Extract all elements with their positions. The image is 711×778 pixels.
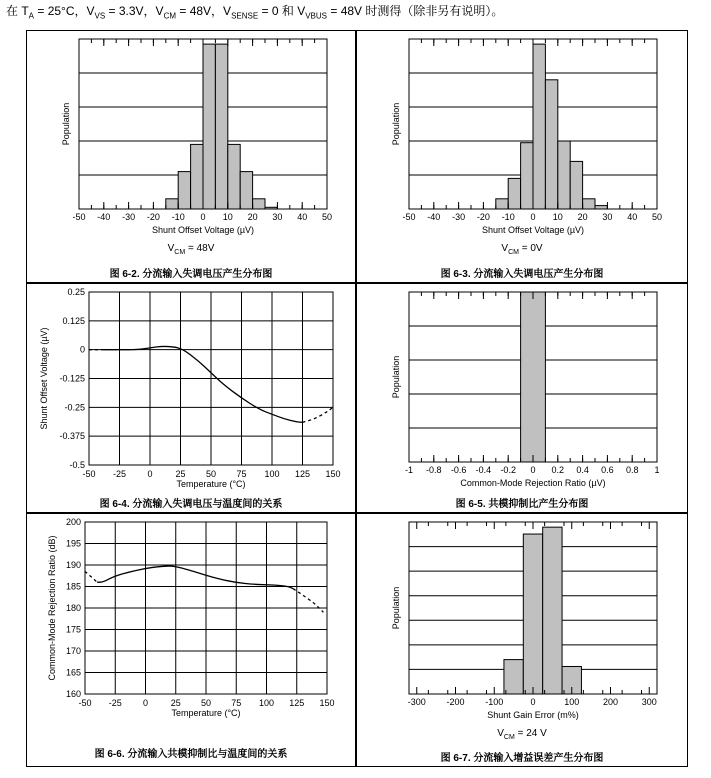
histogram-bar (595, 206, 607, 209)
y-tick-label: 175 (65, 624, 81, 635)
histogram-bar (215, 44, 227, 209)
x-tick-label: 20 (247, 212, 258, 222)
x-tick-label: 75 (231, 698, 242, 708)
x-tick-label: 200 (602, 697, 619, 707)
x-axis-label: Shunt Gain Error (m%) (487, 710, 579, 720)
x-tick-label: -50 (82, 469, 96, 479)
x-tick-label: -200 (446, 697, 465, 707)
figure-6-2-vcm-label: $V_{CM} = 48V$ (167, 243, 215, 256)
histogram-bar (570, 161, 582, 209)
y-tick-label: 165 (65, 667, 81, 678)
y-axis-label: Population (391, 586, 401, 630)
figure-6-4-caption: 图 6-4. 分流输入失调电压与温度间的关系 (99, 499, 283, 510)
y-tick-label: 0.125 (62, 315, 85, 326)
x-tick-label: 50 (200, 698, 212, 708)
y-tick-label: 0 (79, 344, 85, 355)
x-tick-label: -50 (78, 698, 92, 708)
x-tick-label: -50 (402, 212, 416, 222)
histogram-bar (543, 527, 562, 694)
x-tick-label: -100 (485, 697, 504, 707)
x-tick-label: -0.8 (426, 465, 442, 475)
histogram-bar (508, 178, 520, 209)
figure-6-6-caption: 图 6-6. 分流输入共模抑制比与温度间的关系 (94, 749, 288, 760)
x-tick-label: 50 (651, 212, 663, 222)
x-tick-label: -30 (452, 212, 466, 222)
y-tick-label: 195 (65, 538, 81, 549)
x-tick-label: 125 (294, 469, 311, 479)
histogram-bar (228, 144, 240, 209)
figure-6-2-chart (27, 31, 357, 256)
x-tick-label: -40 (427, 212, 441, 222)
x-tick-label: 20 (577, 212, 588, 222)
x-tick-label: 150 (319, 698, 335, 708)
x-tick-label: 25 (170, 698, 181, 708)
x-tick-label: -40 (97, 212, 111, 222)
figure-6-6-chart (27, 514, 357, 729)
figure-6-3-caption: 图 6-3. 分流输入失调电压产生分布图 (440, 269, 604, 280)
histogram-bar (191, 144, 203, 209)
figure-6-2-panel (26, 30, 356, 283)
x-tick-label: 1 (654, 465, 660, 475)
histogram-bar (253, 199, 265, 209)
y-tick-label: 190 (65, 560, 81, 570)
histogram-bar (504, 660, 523, 694)
x-tick-label: 300 (641, 697, 657, 707)
x-tick-label: -20 (146, 212, 160, 222)
x-tick-label: 0 (142, 698, 149, 708)
x-tick-label: -50 (72, 212, 86, 222)
histogram-bar (558, 141, 570, 209)
x-tick-label: -0.4 (475, 465, 492, 475)
y-tick-label: -0.375 (59, 431, 85, 442)
y-tick-label: 0.25 (67, 287, 85, 297)
x-tick-label: 0.2 (551, 465, 565, 475)
figure-6-7-caption: 图 6-7. 分流输入增益误差产生分布图 (440, 753, 604, 764)
y-tick-label: -0.25 (64, 402, 85, 413)
series-line-extrapolated-high (293, 589, 323, 613)
y-tick-label: 200 (65, 517, 81, 527)
x-tick-label: 100 (264, 469, 280, 479)
y-tick-label: -0.125 (59, 373, 85, 384)
y-axis-label: Population (391, 355, 401, 399)
figure-6-3-chart (357, 31, 689, 256)
x-tick-label: 30 (272, 212, 283, 222)
x-tick-label: -20 (476, 212, 490, 222)
y-axis-label: Population (391, 102, 401, 146)
series-line-extrapolated-low (85, 571, 97, 582)
y-tick-label: 180 (65, 603, 81, 613)
x-tick-label: 0.4 (576, 465, 589, 475)
histogram-bar (533, 44, 545, 209)
y-axis-label: Shunt Offset Voltage (µV) (39, 327, 49, 430)
x-tick-label: -25 (112, 469, 127, 479)
x-tick-label: -25 (108, 698, 122, 708)
x-tick-label: 10 (552, 212, 563, 222)
histogram-bar (521, 143, 533, 209)
y-tick-label: -0.5 (69, 460, 85, 470)
x-tick-label: 25 (175, 469, 186, 479)
histogram-bar (521, 292, 546, 462)
histogram-bar (240, 172, 252, 209)
x-tick-label: 0 (530, 212, 536, 222)
x-tick-label: 50 (205, 469, 217, 479)
x-tick-label: 40 (627, 212, 638, 222)
figure-6-6-panel (26, 513, 356, 767)
figure-6-4-chart (27, 284, 357, 494)
x-tick-label: -10 (501, 212, 515, 222)
figure-6-7-chart (357, 514, 689, 729)
figure-6-5-caption: 图 6-5. 共模抑制比产生分布图 (455, 499, 589, 510)
x-tick-label: 0.8 (625, 465, 639, 475)
x-tick-label: 10 (222, 212, 233, 222)
x-axis-label: Common-Mode Rejection Ratio (µV) (460, 478, 606, 488)
x-tick-label: -10 (171, 212, 185, 222)
histogram-bar (178, 172, 190, 209)
histogram-bar (545, 80, 557, 209)
x-axis-label: Shunt Offset Voltage (µV) (151, 225, 255, 235)
figure-6-4-panel (26, 283, 356, 513)
figure-6-5-panel (356, 283, 688, 513)
histogram-bar (496, 199, 508, 209)
x-tick-label: 40 (297, 212, 308, 222)
x-tick-label: 0.6 (601, 465, 614, 475)
x-tick-label: 100 (564, 697, 580, 707)
figure-6-7-vcm-label: $V_{CM} = 24$ V (497, 728, 547, 741)
series-line-extrapolated-high (303, 407, 334, 422)
x-tick-label: -300 (407, 697, 426, 707)
figure-6-2-caption: 图 6-2. 分流输入失调电压产生分布图 (109, 269, 273, 280)
x-axis-label: Temperature (°C) (171, 708, 241, 718)
x-tick-label: 100 (258, 698, 275, 708)
y-tick-label: 170 (65, 646, 81, 656)
x-tick-label: 30 (602, 212, 613, 222)
histogram-bar (583, 199, 595, 209)
x-tick-label: -1 (404, 465, 414, 475)
histogram-bar (203, 44, 215, 209)
x-tick-label: -0.2 (500, 465, 516, 475)
x-tick-label: 75 (236, 469, 247, 479)
histogram-bar (523, 534, 542, 694)
y-tick-label: 185 (65, 581, 81, 592)
y-axis-label: Common-Mode Rejection Ratio (dB) (47, 535, 57, 681)
x-tick-label: -0.6 (450, 465, 467, 475)
figure-6-5-chart (357, 284, 689, 494)
x-axis-label: Shunt Offset Voltage (µV) (481, 225, 585, 235)
x-tick-label: 0 (147, 469, 153, 479)
conditions-header: 在 $T_A = 25^\circ C$，$V_{VS} = 3.3V$，$V_{CM} = 48V$，$V_{SENSE} = 0$ 和 $V_{VBUS} = 48V$ 时测得（除非另有说明）。 (6, 4, 504, 21)
x-tick-label: 50 (321, 212, 333, 222)
x-tick-label: 125 (289, 698, 305, 708)
series-line-measured (97, 566, 293, 589)
x-tick-label: -30 (122, 212, 136, 222)
x-tick-label: 0 (530, 465, 536, 475)
x-tick-label: 0 (200, 212, 206, 222)
figure-6-7-panel (356, 513, 688, 767)
y-axis-label: Population (61, 102, 71, 146)
histogram-bar (166, 199, 178, 209)
figure-6-3-panel (356, 30, 688, 283)
y-tick-label: 160 (65, 689, 81, 699)
x-axis-label: Temperature (°C) (176, 479, 246, 489)
x-tick-label: 0 (530, 697, 536, 707)
x-tick-label: 150 (325, 469, 341, 479)
figure-6-3-vcm-label: $V_{CM} = 0V$ (501, 243, 543, 256)
